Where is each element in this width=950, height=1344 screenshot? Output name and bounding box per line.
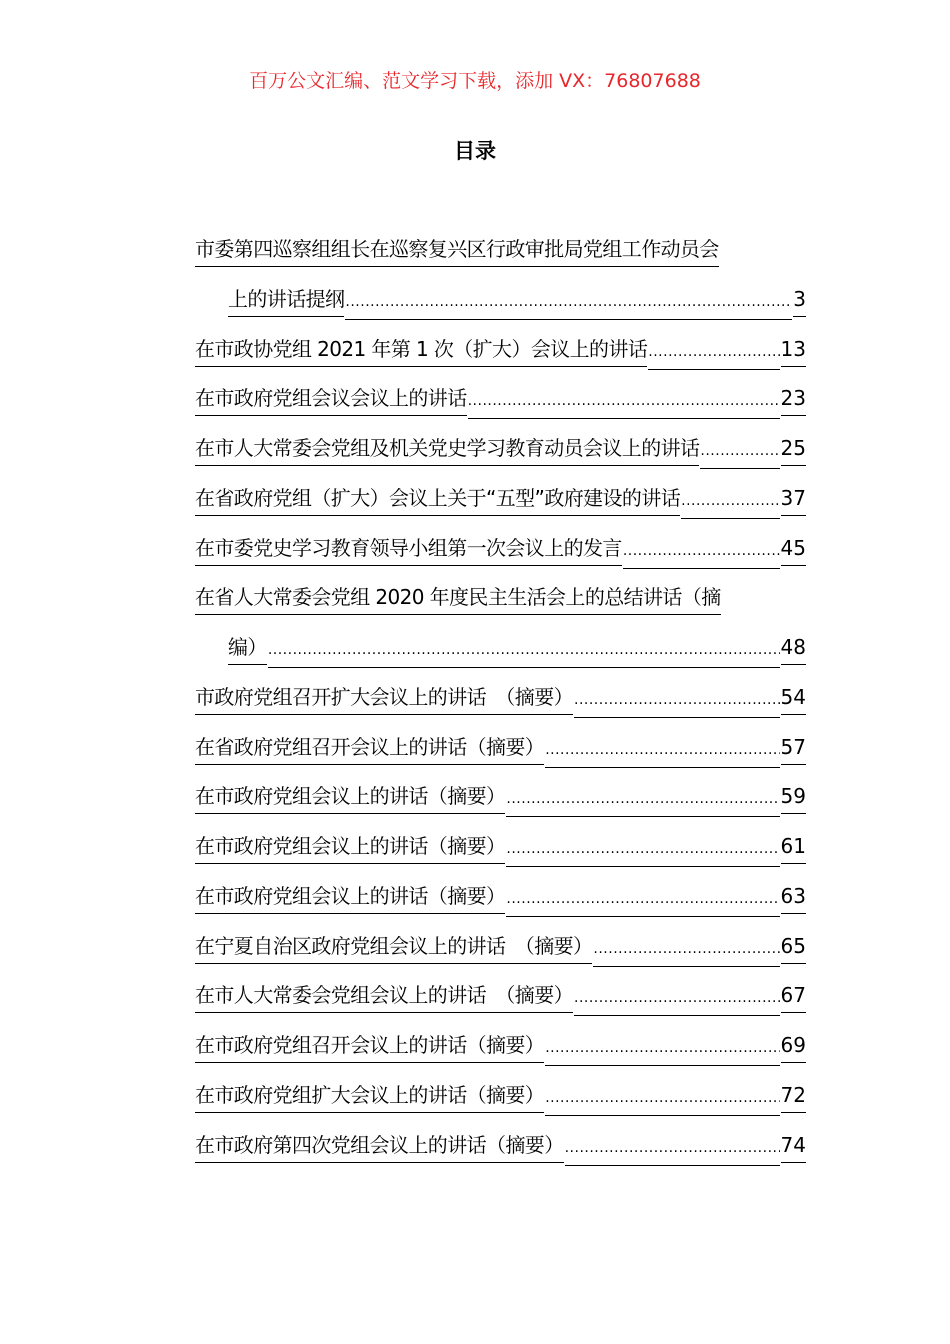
toc-entry-line xyxy=(195,431,806,481)
toc-entry[interactable] xyxy=(195,381,806,431)
toc-entry-title: 市政府党组召开扩大会议上的讲话 （摘要） xyxy=(195,680,573,715)
toc-entry[interactable] xyxy=(195,332,806,382)
toc-entry-title: 在市政府党组召开会议上的讲话（摘要） xyxy=(195,1028,544,1063)
toc-entry-page: 69 xyxy=(781,1028,806,1063)
toc-entry-title: 在市政府党组扩大会议上的讲话（摘要） xyxy=(195,1078,544,1113)
toc-entry[interactable] xyxy=(195,929,806,979)
toc-entry-title-cont: 编） xyxy=(228,630,267,665)
toc-entry[interactable] xyxy=(195,481,806,531)
dot-leader xyxy=(623,534,780,569)
toc-entry-page: 72 xyxy=(781,1078,806,1113)
toc-entry-line xyxy=(195,580,806,630)
dot-leader xyxy=(545,1031,779,1066)
dot-leader xyxy=(545,1081,779,1116)
toc-entry-page: 45 xyxy=(781,531,806,566)
dot-leader xyxy=(545,733,779,768)
toc-entry-page: 13 xyxy=(781,332,806,367)
toc-entry-line xyxy=(195,282,806,332)
dot-leader xyxy=(593,932,779,967)
toc-entry-line xyxy=(195,829,806,879)
toc-entry-line xyxy=(195,879,806,929)
toc-entry-page: 67 xyxy=(781,978,806,1013)
toc-entry-title: 在市政府党组会议上的讲话（摘要） xyxy=(195,829,505,864)
dot-leader xyxy=(468,384,780,419)
toc-entry-title-cont: 上的讲话提纲 xyxy=(228,282,344,317)
toc-entry-title: 在市政协党组 2021 年第 1 次（扩大）会议上的讲话 xyxy=(195,332,647,367)
dot-leader xyxy=(565,1131,780,1166)
toc-entry-title: 在市政府党组会议上的讲话（摘要） xyxy=(195,779,505,814)
dot-leader xyxy=(506,832,779,867)
toc-entry-line xyxy=(195,630,806,680)
toc-entry-line xyxy=(195,779,806,829)
toc-entry[interactable] xyxy=(195,879,806,929)
table-of-contents xyxy=(195,232,806,1177)
toc-entry-title: 在市政府第四次党组会议上的讲话（摘要） xyxy=(195,1128,564,1163)
toc-entry-title: 在省政府党组（扩大）会议上关于“五型”政府建设的讲话 xyxy=(195,481,680,516)
toc-entry[interactable] xyxy=(195,779,806,829)
toc-entry-line xyxy=(195,730,806,780)
toc-entry[interactable] xyxy=(195,431,806,481)
toc-entry-line xyxy=(195,1028,806,1078)
toc-entry-line xyxy=(195,381,806,431)
toc-entry-title: 在市委党史学习教育领导小组第一次会议上的发言 xyxy=(195,531,622,566)
toc-entry-line xyxy=(195,680,806,730)
toc-entry-title: 在市政府党组会议会议上的讲话 xyxy=(195,381,467,416)
toc-entry-line xyxy=(195,978,806,1028)
toc-title: 目录 xyxy=(454,139,496,163)
toc-entry-page: 25 xyxy=(781,431,806,466)
toc-entry-page: 23 xyxy=(781,381,806,416)
dot-leader xyxy=(681,484,779,519)
toc-entry-title: 在省人大常委会党组 2020 年度民主生活会上的总结讲话（摘 xyxy=(195,580,721,615)
toc-entry-title: 在宁夏自治区政府党组会议上的讲话 （摘要） xyxy=(195,929,592,964)
toc-entry-title: 在市政府党组会议上的讲话（摘要） xyxy=(195,879,505,914)
toc-entry-line xyxy=(195,232,806,282)
toc-entry[interactable] xyxy=(195,531,806,581)
toc-entry-line xyxy=(195,1128,806,1178)
toc-entry[interactable] xyxy=(195,232,806,332)
toc-entry-line xyxy=(195,531,806,581)
toc-entry-page: 57 xyxy=(781,730,806,765)
dot-leader xyxy=(506,782,779,817)
toc-entry-page: 54 xyxy=(781,680,806,715)
toc-entry[interactable] xyxy=(195,1078,806,1128)
toc-entry-page: 74 xyxy=(781,1128,806,1163)
header-watermark-note: 百万公文汇编、范文学习下载，添加 VX：76807688 xyxy=(249,70,701,92)
dot-leader xyxy=(648,335,779,370)
toc-entry-line xyxy=(195,481,806,531)
toc-entry-page: 37 xyxy=(781,481,806,516)
dot-leader xyxy=(268,633,780,668)
toc-entry-title: 在省政府党组召开会议上的讲话（摘要） xyxy=(195,730,544,765)
toc-entry[interactable] xyxy=(195,730,806,780)
toc-entry-page: 3 xyxy=(793,282,806,317)
dot-leader xyxy=(700,434,779,469)
toc-entry-line xyxy=(195,332,806,382)
toc-entry-page: 61 xyxy=(781,829,806,864)
toc-entry-page: 63 xyxy=(781,879,806,914)
toc-entry-page: 48 xyxy=(781,630,806,665)
toc-entry-title: 市委第四巡察组组长在巡察复兴区行政审批局党组工作动员会 xyxy=(195,232,719,267)
toc-entry[interactable] xyxy=(195,978,806,1028)
dot-leader xyxy=(506,882,779,917)
toc-entry-page: 65 xyxy=(781,929,806,964)
toc-entry[interactable] xyxy=(195,1028,806,1078)
toc-entry[interactable] xyxy=(195,829,806,879)
toc-entry[interactable] xyxy=(195,1128,806,1178)
dot-leader xyxy=(574,981,780,1016)
dot-leader xyxy=(345,285,792,320)
toc-entry-title: 在市人大常委会党组会议上的讲话 （摘要） xyxy=(195,978,573,1013)
toc-entry-line xyxy=(195,1078,806,1128)
toc-entry[interactable] xyxy=(195,580,806,680)
toc-entry-title: 在市人大常委会党组及机关党史学习教育动员会议上的讲话 xyxy=(195,431,699,466)
toc-entry-line xyxy=(195,929,806,979)
dot-leader xyxy=(574,683,780,718)
toc-entry-page: 59 xyxy=(781,779,806,814)
toc-entry[interactable] xyxy=(195,680,806,730)
